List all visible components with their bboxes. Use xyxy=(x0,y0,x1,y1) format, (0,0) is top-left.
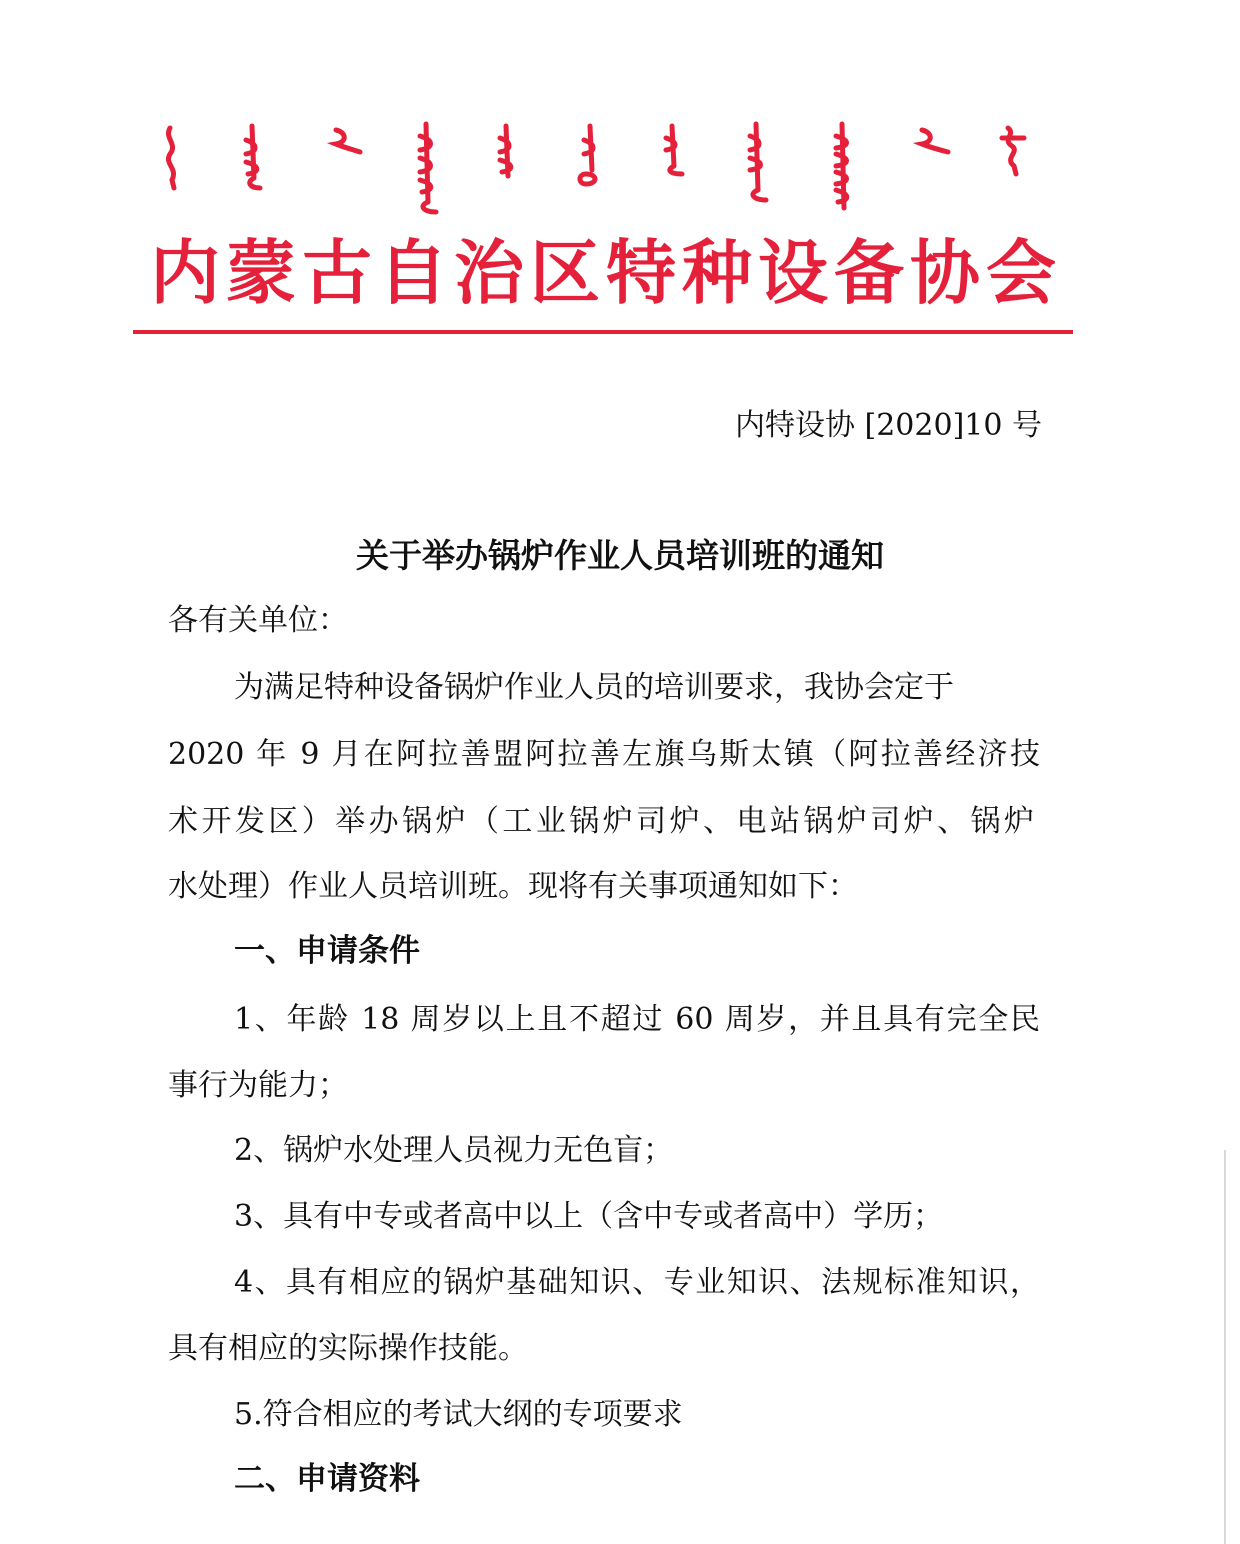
scan-edge-mark xyxy=(1224,1150,1226,1544)
mongolian-script-logo xyxy=(150,118,1060,218)
section-heading-2: 二、申请资料 xyxy=(234,1461,420,1497)
intro-line-2: 2020 年 9 月在阿拉善盟阿拉善左旗乌斯太镇（阿拉善经济技 xyxy=(168,737,1040,772)
condition-item-1a: 1、年龄 18 周岁以上且不超过 60 周岁，并且具有完全民 xyxy=(234,1002,1040,1037)
organization-name: 内蒙古自治区特种设备协会 xyxy=(150,232,1062,314)
section-heading-1: 一、申请条件 xyxy=(234,933,420,969)
condition-item-1b: 事行为能力； xyxy=(168,1068,348,1103)
condition-item-5: 5.符合相应的考试大纲的专项要求 xyxy=(234,1397,683,1432)
salutation: 各有关单位： xyxy=(168,603,348,638)
intro-line-3: 术开发区）举办锅炉（工业锅炉司炉、电站锅炉司炉、锅炉 xyxy=(168,804,1034,839)
letterhead-divider xyxy=(133,330,1073,334)
condition-item-3: 3、具有中专或者高中以上（含中专或者高中）学历； xyxy=(234,1199,944,1234)
condition-item-4a: 4、具有相应的锅炉基础知识、专业知识、法规标准知识， xyxy=(234,1265,1040,1300)
intro-line-4: 水处理）作业人员培训班。现将有关事项通知如下： xyxy=(168,869,858,904)
condition-item-2: 2、锅炉水处理人员视力无色盲； xyxy=(234,1133,674,1168)
intro-line-1: 为满足特种设备锅炉作业人员的培训要求，我协会定于 xyxy=(234,670,954,705)
condition-item-4b: 具有相应的实际操作技能。 xyxy=(168,1331,528,1366)
notice-title: 关于举办锅炉作业人员培训班的通知 xyxy=(356,536,884,575)
document-number: 内特设协 [2020]10 号 xyxy=(734,408,1042,443)
